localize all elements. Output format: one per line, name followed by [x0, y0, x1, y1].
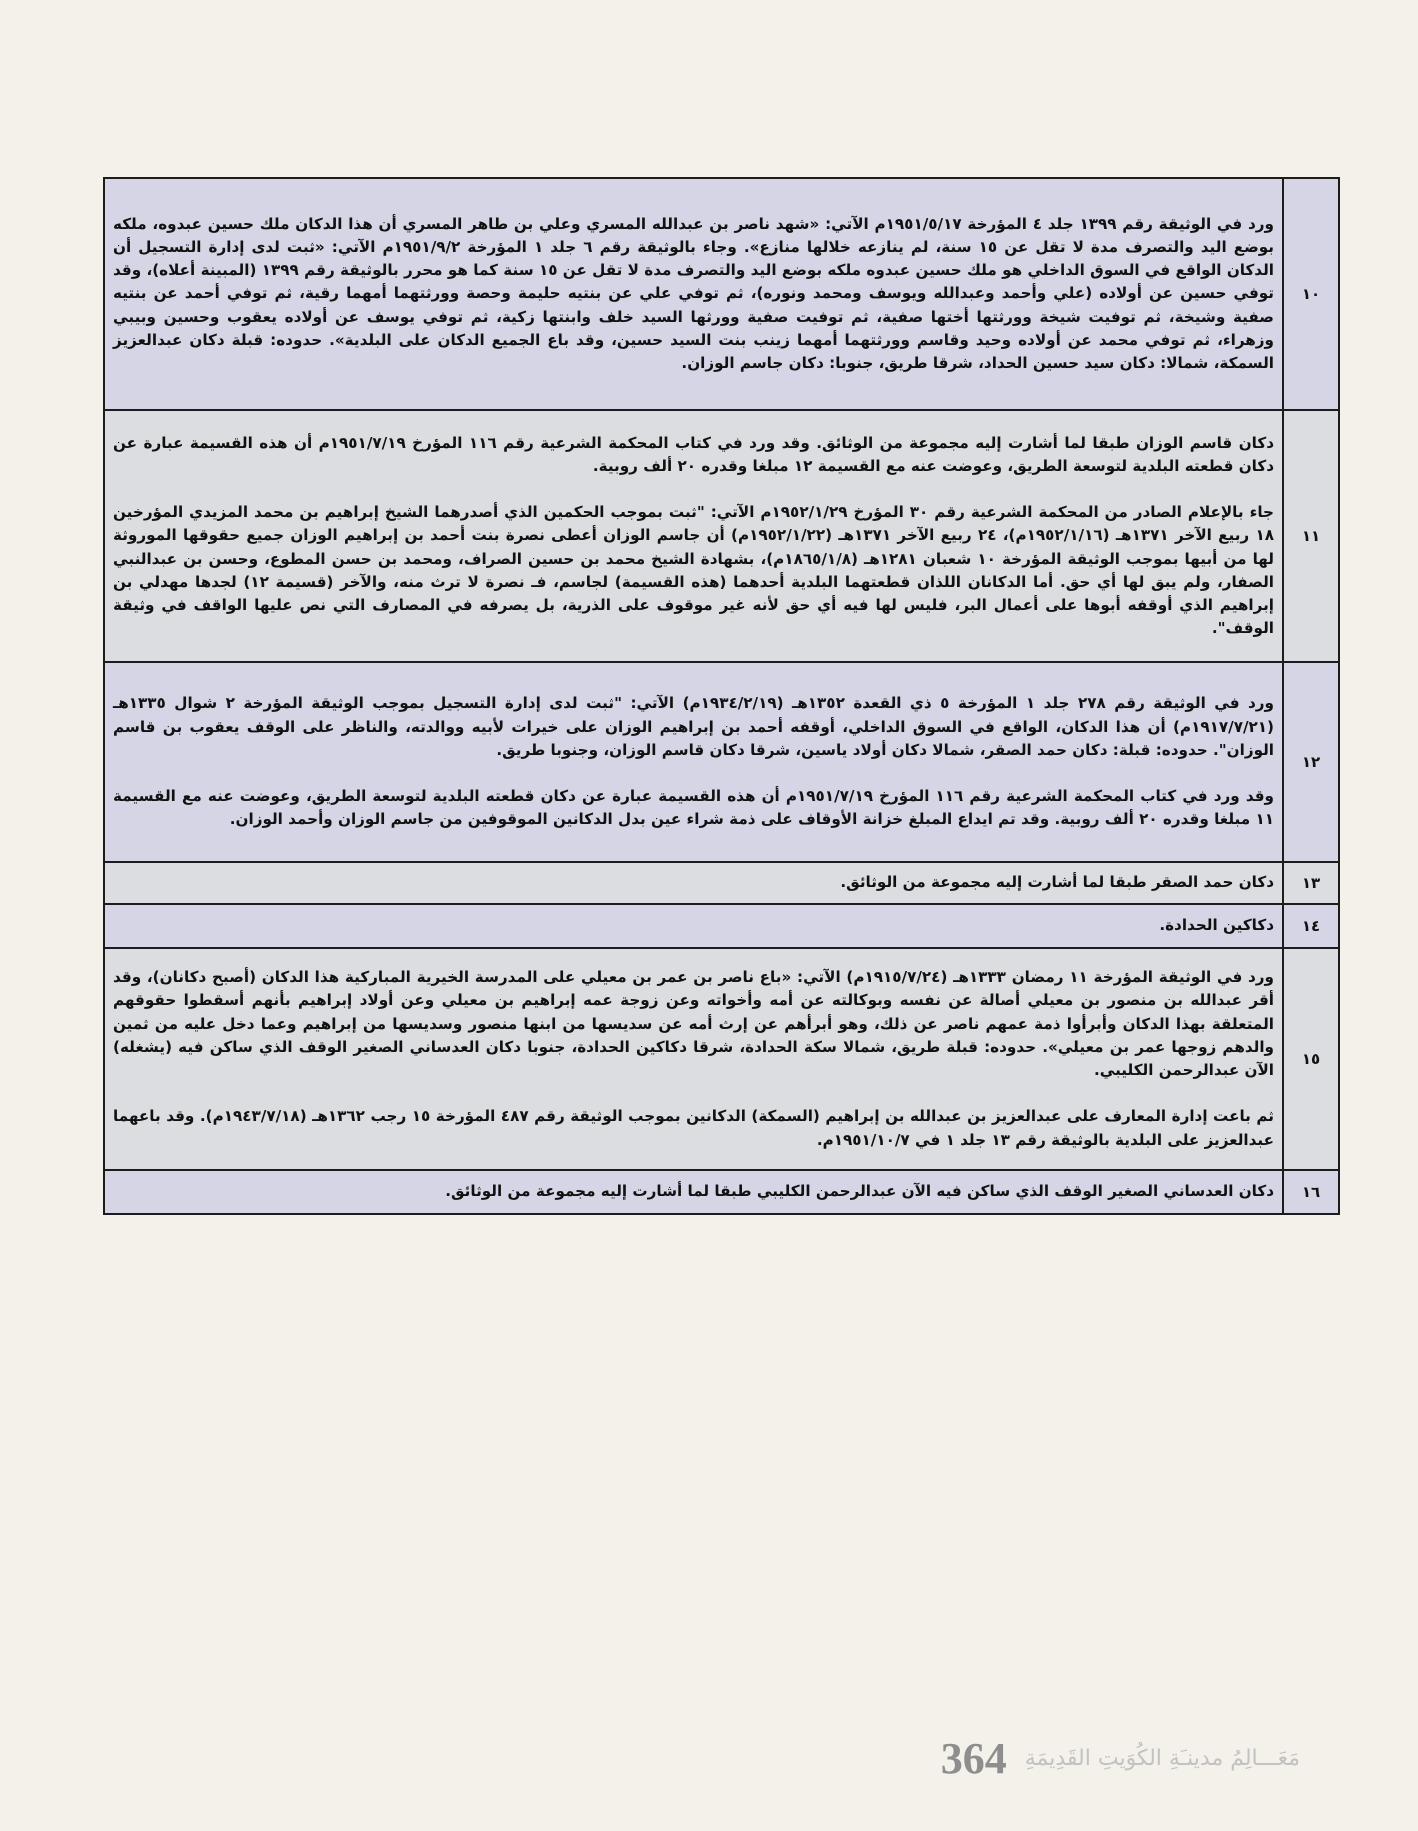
table-row [104, 862, 1339, 904]
description-paragraph: دكان قاسم الوزان طبقا لما أشارت إليه مجموعة من الوثائق. وقد ورد في كتاب المحكمة الشرعية رقم ١١٦ المؤرخ ١٩٥١/٧/١٩م أن هذه القسيمة عبارة عن دكان قطعته البلدية لتوسعة الطريق، وعوضت عنه مع القسيمة ١٢ مبلغا وقدره ٢٠ ألف روبية. [113, 433, 1274, 475]
row-number: ١٦ [1283, 1170, 1339, 1214]
description-paragraph: دكان حمد الصقر طبقا لما أشارت إليه مجموعة من الوثائق. [840, 873, 1274, 892]
row-number: ١٠ [1283, 178, 1339, 410]
description-paragraph: وقد ورد في كتاب المحكمة الشرعية رقم ١١٦ المؤرخ ١٩٥١/٧/١٩م أن هذه القسيمة عبارة عن دكان قطعته البلدية لتوسعة الطريق، وعوضت عنه مع القسيمة ١١ مبلغا وقدره ٢٠ ألف روبية. وقد تم ايداع المبلغ خزانة الأوقاف على ذمة شراء عين بدل الدكانين الموقوفين من جاسم الوزان وأحمد الوزان. [113, 787, 1274, 829]
description-paragraph: دكاكين الحدادة. [1159, 916, 1274, 935]
row-description [104, 178, 1283, 410]
row-number: ١٣ [1283, 862, 1339, 904]
book-title: مَعَـــالِمُ مدينـَةِ الكُوَيتِ القَدِيمَةِ [1024, 1745, 1300, 1771]
description-paragraph: ورد في الوثيقة المؤرخة ١١ رمضان ١٣٣٣هـ (١٩١٥/٧/٢٤م) الآتي: «باع ناصر بن عمر بن معيلي على المدرسة الخيرية المباركية هذا الدكان (أصبح دكانان)، وقد أقر عبدالله بن منصور بن معيلي أصالة عن نفسه وبوكالته عن أمه وأخواته وعن زوجة عمه إبراهيم بن معيلي وعن أولاد إبراهيم بأنهم أسقطوا حقوقهم المتعلقة بهذا الدكان وأبرأوا ذمة عمهم ناصر عن ذلك، وهو أبرأهم عن إرث أمه عن سديسها من ابنها منصور وسديسها من إبراهيم وعما دخل عليه من ثمين والدهم زوجها عمر بن معيلي». حدوده: قبلة طريق، شمالا سكة الحدادة، شرقا دكاكين الحدادة، جنوبا دكان العدساني الصغير الوقف الذي ساكن فيه (يشغله) الآن عبدالرحمن الكليبي. [113, 968, 1274, 1080]
table-row [104, 410, 1339, 662]
description-paragraph: ورد في الوثيقة رقم ٢٧٨ جلد ١ المؤرخة ٥ ذي القعدة ١٣٥٢هـ (١٩٣٤/٢/١٩م) الآتي: "ثبت لدى إدارة التسجيل بموجب الوثيقة المؤرخة ٢ شوال ١٣٣٥هـ (١٩١٧/٧/٢١م) أن هذا الدكان، الواقع في السوق الداخلي، أوقفه أحمد بن إبراهيم الوزان على خيرات لأبيه ووالدته، والناظر على الوقف يعقوب بن قاسم الوزان". حدوده: قبلة: دكان حمد الصقر، شمالا دكان أولاد ياسين، شرقا دكان قاسم الوزان، وجنوبا طريق. [113, 694, 1274, 759]
row-number: ١١ [1283, 410, 1339, 662]
description-paragraph: دكان العدساني الصغير الوقف الذي ساكن فيه الآن عبدالرحمن الكليبي طبقا لما أشارت إليه مجموعة من الوثائق. [445, 1182, 1274, 1201]
description-paragraph: ثم باعت إدارة المعارف على عبدالعزيز بن عبدالله بن إبراهيم (السمكة) الدكانين بموجب الوثيقة رقم ٤٨٧ المؤرخة ١٥ رجب ١٣٦٢هـ (١٩٤٣/٧/١٨م). وقد باعهما عبدالعزيز على البلدية بالوثيقة رقم ١٣ جلد ١ في ١٩٥١/١٠/٧م. [113, 1107, 1275, 1149]
row-description [104, 948, 1283, 1170]
shops-records-table [103, 177, 1340, 1215]
row-number: ١٤ [1283, 904, 1339, 948]
page-footer [860, 1728, 1300, 1788]
description-paragraph: ورد في الوثيقة رقم ١٣٩٩ جلد ٤ المؤرخة ١٩٥١/٥/١٧م الآتي: «شهد ناصر بن عبدالله المسري وعلي بن طاهر المسري أن هذا الدكان ملك حسين عبدوه، ملكه بوضع اليد والتصرف مدة لا تقل عن ١٥ سنة، لم ينازعه خلالها منازع». وجاء بالوثيقة رقم ٦ جلد ١ المؤرخة ١٩٥١/٩/٢م الآتي: «ثبت لدى إدارة التسجيل أن الدكان الواقع في السوق الداخلي هو ملك حسين عبدوه ملكه بوضع اليد والتصرف مدة لا تقل عن ١٥ سنة كما هو محرر بالوثيقة رقم ١٣٩٩ (المبينة أعلاه)، وقد توفي حسين عن أولاده (علي وأحمد وعبدالله ويوسف ومحمد ونوره)، ثم توفي علي عن بنتيه حليمة وحصة وورثتهما أمهما رقية، ثم توفي أحمد عن بنتيه صفية وشيخة، ثم توفيت شيخة وورثتها أختها صفية، ثم توفيت صفية وورثها السيد خلف وابنتها زكية، ثم توفي يوسف عن أولاده يعقوب وحسين وبيبي وزهراء، ثم توفي محمد عن أولاده وحيد وقاسم وورثتهما أمهما زينب بنت السيد حسين، وقد باع الجميع الدكان على البلدية». حدوده: قبلة دكان عبدالعزيز السمكة، شمالا: دكان سيد حسين الحداد، شرقا طريق، جنوبا: دكان جاسم الوزان. [113, 214, 1274, 372]
row-number: ١٥ [1283, 948, 1339, 1170]
table-row [104, 662, 1339, 862]
page-number: 364 [940, 1733, 1007, 1783]
row-description [104, 1170, 1283, 1214]
table-row [104, 948, 1339, 1170]
table-row [104, 1170, 1339, 1214]
description-paragraph: جاء بالإعلام الصادر من المحكمة الشرعية رقم ٣٠ المؤرخ ١٩٥٢/١/٢٩م الآتي: "ثبت بموجب الحكمين الذي أصدرهما الشيخ إبراهيم بن محمد المزيدي المؤرخين ١٨ ربيع الآخر ١٣٧١هـ (١٩٥٢/١/١٦م)، ٢٤ ربيع الآخر ١٣٧١هـ (١٩٥٢/١/٢٢م) أن جاسم الوزان أعطى نصرة بنت أحمد بن إبراهيم الوزان جميع حقوقها الموروثة لها من أبيها بموجب الوثيقة المؤرخة ١٠ شعبان ١٢٨١هـ (١٨٦٥/١/٨م)، بشهادة الشيخ محمد بن حسين الصراف، ومحمد بن حسن المطوع، وحسن بن عبدالنبي الصفار، ولم يبق لها أي حق. أما الدكانان اللذان قطعتهما البلدية أحدهما (هذه القسيمة) لجاسم، فـ نصرة لا ترث منه، والآخر (قسيمة ١٢) لجدها مهدلي بن إبراهيم الذي أوقفه أبوها على أعمال البر، فليس لها فيه أي حق لأنه غير موقوف على الذرية، بل يصرفه في المصارف التي نص عليها الواقف في وثيقة الوقف". [113, 503, 1275, 638]
row-description [104, 410, 1283, 662]
table-row [104, 904, 1339, 948]
row-number: ١٢ [1283, 662, 1339, 862]
row-description [104, 662, 1283, 862]
row-description [104, 862, 1283, 904]
row-description [104, 904, 1283, 948]
table-row [104, 178, 1339, 410]
